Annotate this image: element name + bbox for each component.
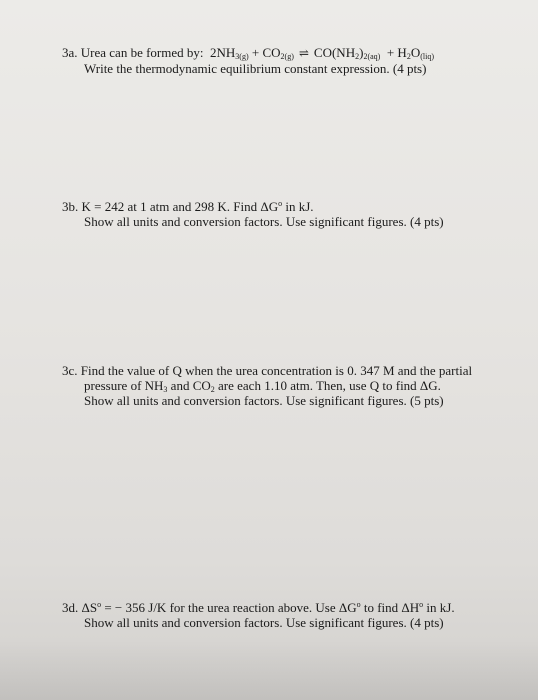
question-3d-label: 3d. [62,600,79,615]
question-3c-line-1: 3c. Find the value of Q when the urea concentration is 0. 347 M and the partial [62,363,473,378]
question-3b [62,199,444,229]
question-3b-label: 3b. [62,199,79,214]
equilibrium-arrow-icon: ⇌ [298,46,309,60]
question-3a-line-2: Write the thermodynamic equilibrium constant expression. (4 pts) [84,61,427,76]
reactant-carbon-dioxide: $CO_{2(g)}$ [262,45,294,61]
question-3a-label: 3a. [62,45,78,60]
question-3b-line-2: Show all units and conversion factors. Use significant figures. (4 pts) [84,214,444,229]
reactant-ammonia: $2NH_{3(g)}$ [210,45,249,61]
product-urea: $CO(NH_2)_{2(aq)}$ [313,45,381,61]
question-3c-line-3: Show all units and conversion factors. Use significant figures. (5 pts) [84,393,444,408]
question-3c-line-2: pressure of $NH_3$ and $CO_2$ are each 1.10 atm. Then, use Q to find ΔG. [84,378,441,394]
question-3d-line-2: Show all units and conversion factors. Use significant figures. (4 pts) [84,615,444,630]
question-3d [62,600,455,630]
question-3c [62,363,472,408]
paper-shadow [0,640,538,700]
question-3c-label: 3c. [62,363,78,378]
question-3d-line-1: 3d. $\Delta S^o$ = − 356 J/K for the urea reaction above. Use $\Delta G^o$ to find $\Delta H^o$ in kJ. [62,600,455,615]
question-3a-line-1: 3a. Urea can be formed by: $2NH_{3(g)} + CO_{2(g)}$ ⇌ $CO(NH_2)_{2(aq)} + H_2O_{(liq)}$ [62,45,434,61]
question-3a [62,45,434,76]
product-water: $H_2O_{(liq)}$ [397,45,434,61]
question-3b-line-1: 3b. K = 242 at 1 atm and 298 K. Find $\Delta G^o$ in kJ. [62,199,314,214]
